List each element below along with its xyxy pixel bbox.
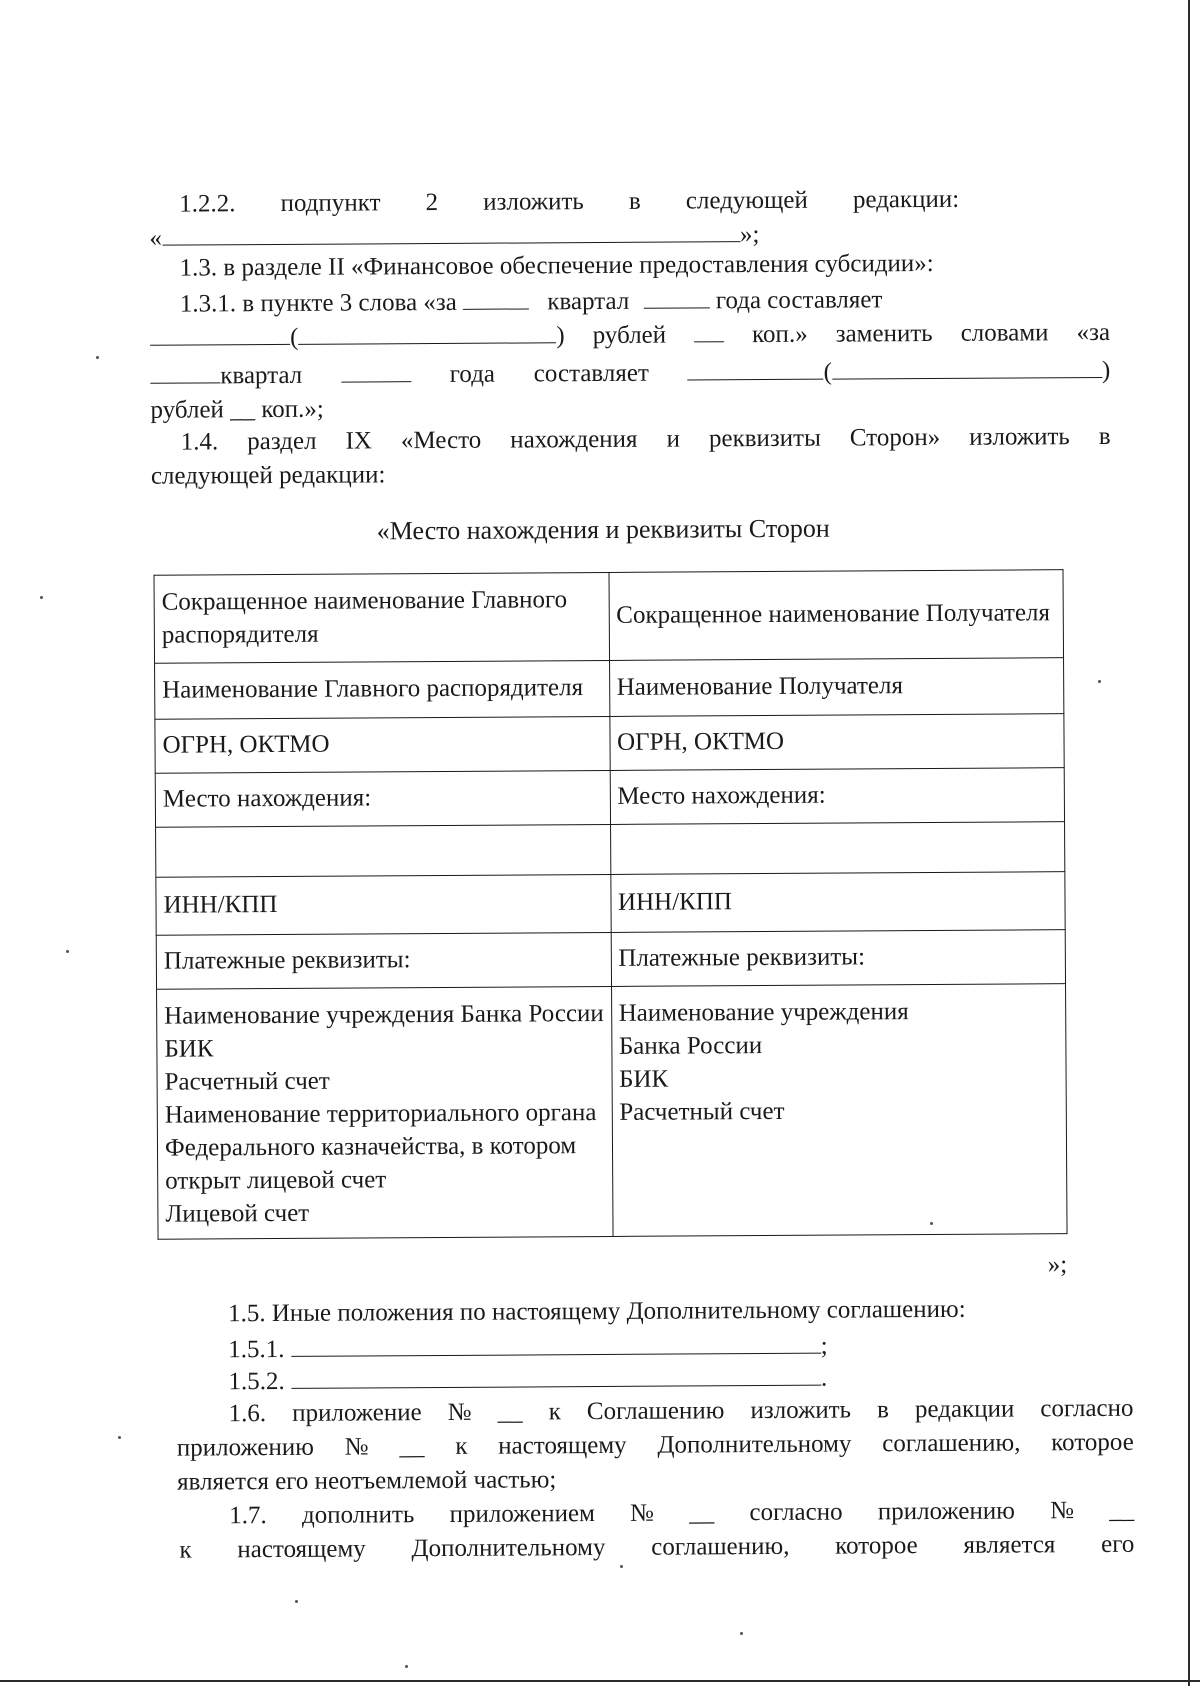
table-cell-right: Наименование Получателя	[609, 658, 1064, 717]
bank-line: Федерального казначейства, в котором	[164, 1132, 577, 1162]
fill-in-blank	[832, 353, 1102, 380]
fill-in-blank	[341, 357, 411, 382]
paragraph-1-6-line-2: приложению № __ к настоящему Дополнительному соглашению, которое	[176, 1428, 1134, 1462]
table-cell-right	[611, 984, 1067, 1237]
table-cell-left: Наименование Главного распорядителя	[155, 660, 610, 719]
table-row	[156, 872, 1065, 936]
bank-line: БИК	[164, 1035, 214, 1063]
requisites-table	[154, 569, 1068, 1240]
table-cell-right	[610, 822, 1065, 875]
paragraph-1-3-1-line-4: рублей __ коп.»;	[150, 395, 324, 424]
scan-speck	[40, 596, 43, 599]
scan-speck	[66, 950, 69, 953]
paragraph-1-3-1-line-2: ( ) рублей коп.» заменить словами «за	[150, 315, 1110, 355]
fill-in-blank	[298, 318, 556, 345]
bank-line: Банка России	[618, 1032, 763, 1060]
paragraph-1-2-2-blank-line: « »;	[149, 217, 759, 255]
scan-speck	[96, 356, 99, 359]
table-cell-right: ОГРН, ОКТМО	[609, 714, 1064, 771]
bank-line: Расчетный счет	[164, 1067, 330, 1096]
table-row	[155, 714, 1064, 774]
paragraph-1-6-line-3: является его неотъемлемой частью;	[176, 1466, 557, 1496]
fill-in-blank	[694, 317, 724, 342]
table-cell-left	[156, 824, 611, 877]
table-row-bank-details	[157, 984, 1068, 1240]
paragraph-1-7-line-2: к настоящему Дополнительному соглашению, которое является его	[179, 1530, 1135, 1564]
paragraph-1-5: 1.5. Иные положения по настоящему Дополнительному соглашению:	[227, 1295, 966, 1328]
paragraph-1-3-1-line-1: 1.3.1. в пункте 3 слова «за квартал года составляет	[180, 282, 883, 320]
scan-speck	[405, 1665, 408, 1668]
table-cell-left: ИНН/КПП	[156, 874, 611, 935]
fill-in-blank	[688, 355, 824, 381]
table-cell-left	[157, 986, 613, 1239]
fill-in-blank	[162, 217, 740, 246]
paragraph-1-5-1: 1.5.1. ;	[228, 1329, 828, 1367]
table-row	[156, 822, 1065, 878]
bank-line: Лицевой счет	[165, 1199, 310, 1228]
scan-speck	[1098, 680, 1101, 683]
table-cell-left: ОГРН, ОКТМО	[155, 716, 610, 773]
table-cell-left: Платежные реквизиты:	[156, 932, 611, 989]
table-cell-right: Сокращенное наименование Получателя	[608, 570, 1063, 661]
paragraph-1-5-2: 1.5.2. .	[228, 1361, 827, 1399]
fill-in-blank	[463, 284, 529, 309]
fill-in-blank	[150, 320, 290, 346]
bank-line: Наименование учреждения	[618, 998, 909, 1027]
table-closing-quote: »;	[1047, 1251, 1068, 1279]
paragraph-1-2-2: 1.2.2. подпункт 2 изложить в следующей редакции:	[179, 184, 959, 221]
table-row	[155, 658, 1064, 720]
paragraph-1-3: 1.3. в разделе II «Финансовое обеспечение предоставления субсидии»:	[179, 249, 934, 282]
paragraph-1-4-line-2: следующей редакции:	[150, 461, 386, 490]
bank-line: Наименование территориального органа	[164, 1099, 597, 1129]
scan-speck	[930, 1222, 933, 1225]
table-cell-right: Место нахождения:	[610, 768, 1065, 825]
table-cell-right: ИНН/КПП	[610, 872, 1065, 933]
table-row	[154, 570, 1064, 664]
table-row	[155, 768, 1064, 828]
clause-number: 1.4.	[180, 428, 219, 456]
bank-line: Расчетный счет	[619, 1097, 785, 1126]
fill-in-blank	[643, 283, 709, 308]
clause-number: 1.2.2.	[179, 190, 236, 218]
scan-speck	[620, 1565, 623, 1568]
fill-in-blank	[150, 358, 220, 383]
fill-in-blank	[291, 1361, 821, 1389]
bank-line: открыт лицевой счет	[165, 1166, 387, 1195]
table-row	[156, 930, 1065, 990]
table-cell-left: Место нахождения:	[155, 770, 610, 827]
paragraph-1-6-line-1: 1.6. приложение № __ к Соглашению изложить в редакции согласно	[228, 1394, 1134, 1428]
scan-speck	[740, 1632, 743, 1635]
bank-line: Наименование учреждения Банка России	[164, 999, 604, 1030]
bank-line: БИК	[619, 1065, 669, 1093]
fill-in-blank	[291, 1329, 821, 1357]
paragraph-1-4: 1.4. раздел IX «Место нахождения и реквизиты Сторон» изложить в	[181, 421, 1111, 459]
table-title: «Место нахождения и реквизиты Сторон	[376, 513, 830, 546]
paragraph-1-7-line-1: 1.7. дополнить приложением № __ согласно приложению № __	[229, 1496, 1135, 1530]
scan-speck	[295, 1600, 298, 1603]
paragraph-1-3-1-line-3: квартал года составляет ( )	[150, 353, 1110, 393]
table-cell-left: Сокращенное наименование Главного распорядителя	[154, 572, 609, 663]
scan-speck	[118, 1436, 121, 1439]
table-cell-right: Платежные реквизиты:	[611, 930, 1066, 987]
